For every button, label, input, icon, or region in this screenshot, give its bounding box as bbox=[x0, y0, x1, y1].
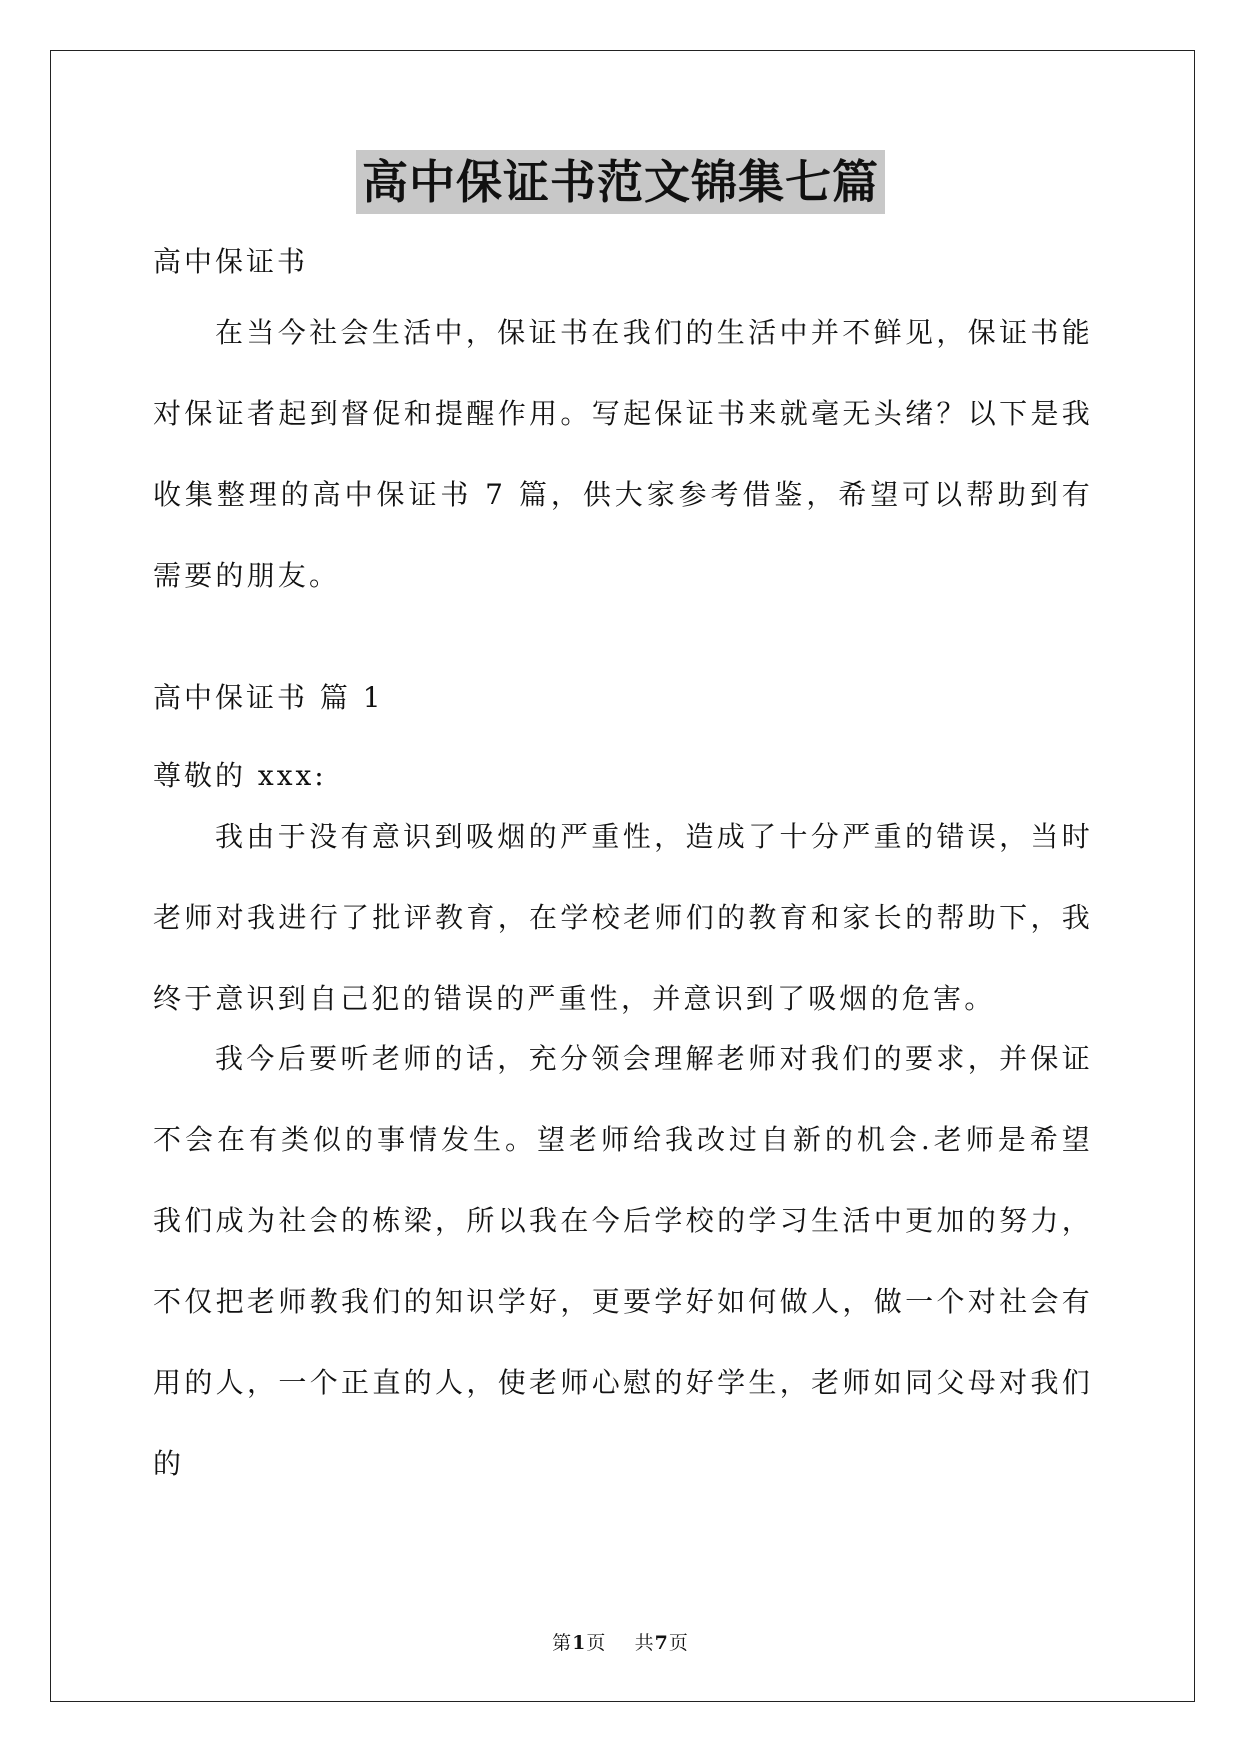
footer-prefix: 第 bbox=[552, 1632, 573, 1654]
body-paragraph-2: 我今后要听老师的话，充分领会理解老师对我们的要求，并保证不会在有类似的事情发生。望老师给我改过自新的机会.老师是希望我们成为社会的栋梁，所以我在今后学校的学习生活中更加的努力，不仅把老师教我们的知识学好，更要学好如何做人，做一个对社会有用的人，一个正直的人，使老师心慰的好学生，老师如同父母对我们的 bbox=[153, 1042, 1093, 1480]
salutation: 尊敬的 xxx: bbox=[153, 759, 327, 792]
document-title: 高中保证书范文锦集七篇 bbox=[356, 150, 885, 214]
title-wrap bbox=[0, 150, 1241, 214]
footer-total-pages: 7 bbox=[654, 1632, 669, 1654]
page-footer bbox=[0, 1628, 1241, 1655]
intro-paragraph: 在当今社会生活中，保证书在我们的生活中并不鲜见，保证书能对保证者起到督促和提醒作用。写起保证书来就毫无头绪？以下是我收集整理的高中保证书 7 篇，供大家参考借鉴，希望可以帮助到有需要的朋友。 bbox=[153, 316, 1093, 592]
footer-page-suffix: 页 bbox=[586, 1632, 607, 1654]
footer-total-prefix: 共 bbox=[634, 1632, 655, 1654]
section-title: 高中保证书 篇 1 bbox=[153, 681, 384, 714]
body-paragraph-1: 我由于没有意识到吸烟的严重性，造成了十分严重的错误，当时老师对我进行了批评教育，在学校老师们的教育和家长的帮助下，我终于意识到自己犯的错误的严重性，并意识到了吸烟的危害。 bbox=[153, 820, 1093, 1015]
footer-total-suffix: 页 bbox=[668, 1632, 689, 1654]
footer-page-number: 1 bbox=[572, 1632, 587, 1654]
document-heading: 高中保证书 bbox=[153, 245, 309, 278]
